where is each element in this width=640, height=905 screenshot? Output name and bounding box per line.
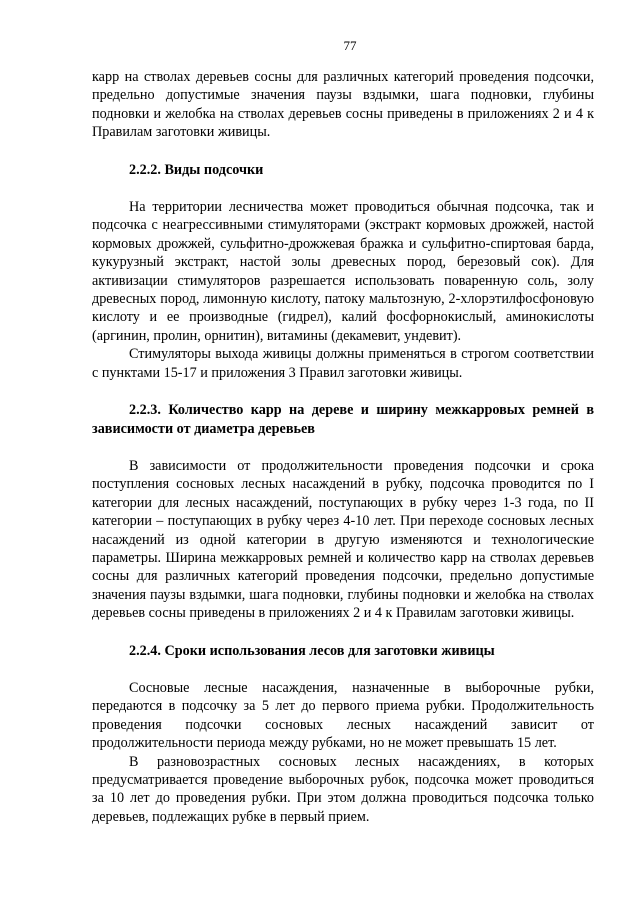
section-heading-2-2-3: 2.2.3. Количество карр на дереве и ширину межкарровых ремней в зависимости от диаметра деревьев [92, 402, 594, 437]
paragraph-selective-cutting: Сосновые лесные насаждения, назначенные в выборочные рубки, передаются в подсочку за 5 лет до первого приема рубки. Продолжительность проведения подсочки сосновых лесных насаждений зависит от продолжительности периода между рубками, но не может превышать 15 лет. [92, 679, 594, 752]
paragraph-stimulators: Стимуляторы выхода живицы должны применяться в строгом соответствии с пунктами 15-17 и приложения 3 Правил заготовки живицы. [92, 346, 594, 381]
paragraph-tapping-types: На территории лесничества может проводиться обычная подсочка, так и подсочка с неагрессивными стимуляторами (экстракт кормовых дрожжей, настой кормовых дрожжей, сульфитно-дрожжевая бражка и сульфитно-спиртовая барда, кукурузный экстракт, настой золы древесных пород, березовый сок). Для активизации стимуляторов разрешается использовать поваренную соль, золу древесных пород, лимонную кислоту, патоку мальтозную, 2-хлорэтилфосфоновую кислоту и ее производные (гидрел), калий фосфорнокислый, аминокислоты (аргинин, пролин, орнитин), витамины (декамевит, ундевит). [92, 199, 594, 344]
paragraph-uneven-aged: В разновозрастных сосновых лесных насаждениях, в которых предусматривается проведение выборочных рубок, подсочка может проводиться за 10 лет до проведения рубки. При этом должна проводиться подсочка только деревьев, подлежащих рубке в первый прием. [92, 753, 594, 825]
page-number: 77 [343, 38, 357, 53]
paragraph-categories: В зависимости от продолжительности проведения подсочки и срока поступления сосновых лесных насаждений в рубку, подсочка проводится по I категории для лесных насаждений, поступающих в рубку через 1-3 года, по II категории – поступающих в рубку через 4-10 лет. При переходе сосновых лесных насаждений из одной категории в другую изменяются и технологические параметры. Ширина межкарровых ремней и количество карр на стволах деревьев сосны для различных категорий проведения подсочки, предельно допустимые значения паузы вздымки, шага подновки, глубины подновки и желобка на стволах деревьев сосны приведены в приложениях 2 и 4 к Правилам заготовки живицы. [92, 457, 594, 622]
document-page [92, 38, 594, 826]
section-heading-2-2-4: 2.2.4. Сроки использования лесов для заготовки живицы [129, 642, 495, 659]
section-heading-2-2-2: 2.2.2. Виды подсочки [129, 161, 264, 178]
paragraph-continuation: карр на стволах деревьев сосны для различных категорий проведения подсочки, предельно допустимые значения паузы вздымки, шага подновки, глубины подновки и желобка на стволах деревьев сосны приведены в приложениях 2 и 4 к Правилам заготовки живицы. [92, 69, 594, 141]
